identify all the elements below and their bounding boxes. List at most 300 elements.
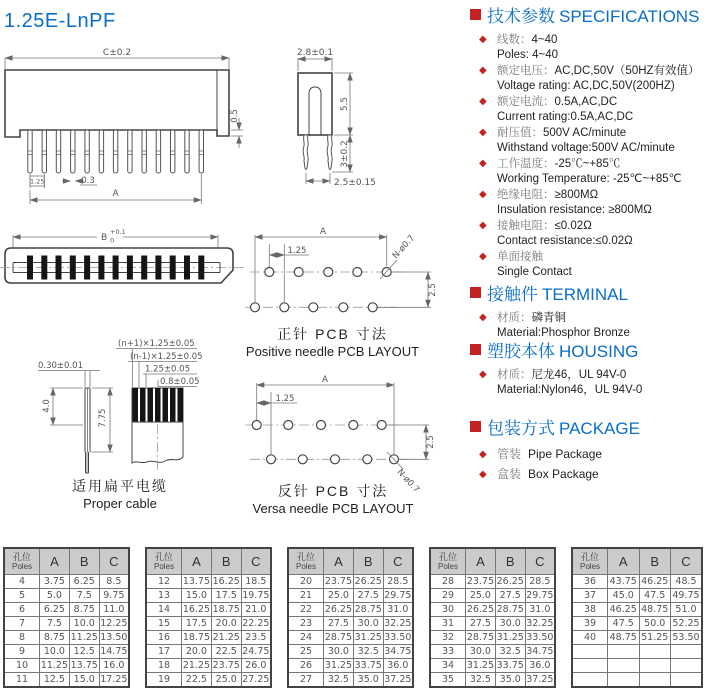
table-cell: 24 (288, 631, 324, 645)
table-cell: 27.5 (495, 589, 525, 603)
col-header-c: C (383, 548, 413, 575)
dim-label-span: 2.5±0.15 (334, 178, 376, 188)
dim-label-row-spacing: 2.5 (426, 435, 436, 449)
table-cell: 15.0 (182, 589, 212, 603)
package-item-pipe: ◆ 管装 Pipe Package (470, 445, 708, 463)
table-cell: 14 (146, 603, 182, 617)
table-cell: 3.75 (40, 575, 70, 589)
table-cell: 31.0 (525, 603, 555, 617)
table-row (430, 575, 555, 589)
table-cell: 32.5 (466, 673, 496, 688)
col-header-poles: 孔位 Poles (572, 548, 608, 575)
table-cell: 53.50 (671, 631, 703, 645)
table-row (4, 631, 129, 645)
table-cell: 27 (288, 673, 324, 688)
versa-caption-cn: 反针 PCB 寸法 (277, 483, 389, 499)
table-cell: 22 (288, 603, 324, 617)
table-cell: 11.0 (99, 603, 129, 617)
col-header-poles: 孔位 Poles (288, 548, 324, 575)
table-cell (572, 673, 608, 688)
table-cell: 14.75 (100, 646, 128, 657)
table-cell: 48.75 (608, 631, 640, 645)
table-cell: 18.75 (212, 604, 240, 615)
table-cell: 21.0 (241, 603, 271, 617)
table-cell: 9.75 (99, 589, 129, 603)
table-row (4, 589, 129, 603)
cable-conductors (133, 388, 184, 422)
table-cell: 9 (4, 645, 40, 659)
table-cell: 33.75 (496, 660, 524, 671)
table-cell: 5 (4, 589, 40, 603)
table-cell: 26.25 (324, 604, 353, 615)
versa-caption-en: Versa needle PCB LAYOUT (252, 501, 414, 516)
table-cell: 51.25 (639, 631, 671, 645)
positive-caption-cn: 正针 PCB 寸法 (277, 326, 388, 342)
diamond-bullet-icon: ◆ (479, 449, 487, 460)
table-row (430, 617, 555, 631)
table-cell: 36.0 (383, 659, 413, 673)
top-view-drawing (0, 222, 250, 327)
package-title-cn: 包装方式 (487, 419, 555, 438)
table-cell: 38 (572, 603, 608, 617)
front-view-drawing (0, 44, 250, 220)
red-square-bullet-icon (470, 344, 481, 355)
table-cell (639, 645, 671, 659)
spec-item-current: ◆ 额定电流：0.5A,AC,DC Current rating:0.5A,AC,DC (479, 96, 634, 123)
table-cell: 32.25 (384, 618, 412, 629)
red-square-bullet-icon (470, 287, 481, 298)
table-cell: 10.0 (40, 645, 70, 659)
table-cell: 16.0 (99, 659, 129, 673)
table-cell: 8.75 (69, 603, 99, 617)
diamond-bullet-icon: ◆ (479, 96, 487, 107)
table-cell: 31.25 (324, 660, 353, 671)
table-cell: 11.25 (70, 632, 98, 643)
dim-label-width: 2.8±0.1 (296, 48, 334, 58)
table-cell: 28.75 (324, 632, 353, 643)
dim-label-n-minus-1: (n-1)×1.25±0.05 (130, 352, 203, 362)
table-cell: 20.0 (211, 617, 241, 631)
table-cell: 32.5 (495, 645, 525, 659)
dim-label-a: A (112, 189, 119, 199)
diamond-bullet-icon: ◆ (479, 65, 487, 76)
section-specifications (470, 2, 708, 281)
table-row (146, 659, 271, 673)
table-row (288, 603, 413, 617)
diamond-bullet-icon: ◆ (479, 158, 487, 169)
table-cell: 26.25 (466, 604, 495, 615)
table-cell: 15 (146, 617, 182, 631)
dim-label-pin-length: 3±0.2 (340, 140, 350, 168)
table-cell (608, 673, 640, 688)
diamond-bullet-icon: ◆ (479, 127, 487, 138)
table-row (4, 673, 129, 688)
table-cell: 30.0 (353, 617, 383, 631)
poles-table-5 (571, 547, 703, 688)
table-cell: 33.50 (384, 632, 412, 643)
table-cell: 46.25 (608, 603, 640, 617)
table-cell: 22.5 (182, 673, 212, 688)
table-cell: 27.5 (466, 617, 496, 631)
table-cell: 22.25 (242, 618, 270, 629)
housing-material-item: ◆ 材质：尼龙46，UL 94V-0 Material:Nylon46，UL 94V-0 (479, 369, 643, 396)
poles-table-2 (145, 547, 272, 688)
table-cell: 30.0 (495, 617, 525, 631)
table-cell: 49.75 (671, 589, 703, 603)
package-item-box: ◆ 盒装 Box Package (470, 465, 708, 483)
table-cell: 7 (4, 617, 40, 631)
table-cell: 8.5 (99, 575, 129, 589)
table-cell: 22.5 (211, 645, 241, 659)
diamond-bullet-icon: ◆ (479, 220, 487, 231)
table-cell: 47.5 (608, 617, 640, 631)
col-header-c: C (241, 548, 271, 575)
table-cell: 26.0 (241, 659, 271, 673)
table-cell: 35.0 (495, 673, 525, 688)
table-cell: 20 (288, 575, 324, 589)
dim-label-b: B (101, 233, 108, 243)
dim-label-0-5: 0.5 (230, 109, 240, 123)
table-cell (608, 659, 640, 673)
table-cell: 35.0 (353, 673, 383, 688)
col-header-poles: 孔位 Poles (430, 548, 466, 575)
spec-item-insulation: ◆ 绝缘电阻：≥800MΩ Insulation resistance: ≥800MΩ (479, 189, 652, 216)
diamond-bullet-icon: ◆ (479, 34, 487, 45)
table-cell: 6.25 (69, 575, 99, 589)
table-cell (639, 659, 671, 673)
housing-title-cn: 塑胶本体 (487, 342, 555, 361)
dim-label-pitch: 1.25 (287, 246, 307, 256)
table-cell: 27.5 (353, 589, 383, 603)
section-package (470, 414, 708, 485)
table-cell: 48.75 (639, 603, 671, 617)
spec-column (470, 0, 708, 545)
table-cell: 51.0 (671, 603, 703, 617)
col-header-poles: 孔位 Poles (146, 548, 182, 575)
section-housing (470, 337, 708, 399)
table-cell: 25.0 (466, 589, 496, 603)
table-cell: 8.75 (40, 631, 70, 645)
dim-label-7-75: 7.75 (98, 408, 108, 428)
table-cell (671, 645, 703, 659)
table-cell: 39 (572, 617, 608, 631)
table-cell: 32.25 (526, 618, 554, 629)
table-cell: 26.25 (496, 576, 524, 587)
table-cell: 23 (288, 617, 324, 631)
terminal-title-cn: 接触件 (487, 285, 538, 304)
table-row (572, 575, 702, 589)
table-cell: 12 (146, 575, 182, 589)
table-cell: 23.75 (466, 576, 495, 587)
table-cell: 17 (146, 645, 182, 659)
table-cell: 34.75 (526, 646, 554, 657)
table-row (288, 617, 413, 631)
table-cell: 4 (4, 575, 40, 589)
side-view-drawing (255, 44, 405, 220)
table-cell: 19 (146, 673, 182, 688)
table-cell: 18 (146, 659, 182, 673)
dim-label-b-tol-up: +0.1 (110, 228, 126, 236)
diamond-bullet-icon: ◆ (479, 469, 487, 480)
table-cell: 27.5 (324, 617, 354, 631)
table-cell: 30 (430, 603, 466, 617)
table-cell: 28.5 (383, 575, 413, 589)
table-cell: 19.75 (242, 590, 270, 601)
table-cell: 12.25 (100, 618, 128, 629)
table-row (4, 603, 129, 617)
table-cell: 13.75 (70, 660, 98, 671)
table-cell: 16.25 (182, 604, 211, 615)
table-cell: 23.75 (324, 576, 353, 587)
table-cell (572, 659, 608, 673)
col-header-a: A (324, 548, 354, 575)
spec-item-single-contact: ◆ 单面接触 Single Contact (479, 251, 572, 278)
table-row (146, 645, 271, 659)
dim-label-cable-pitch: 1.25±0.05 (145, 364, 190, 375)
dim-label-row-spacing: 2.5 (428, 283, 438, 297)
side-pin (327, 135, 332, 170)
table-cell: 31 (430, 617, 466, 631)
table-cell: 29 (430, 589, 466, 603)
table-row (288, 589, 413, 603)
table-cell: 21.25 (212, 632, 240, 643)
dim-label-b-tol-dn: 0 (110, 236, 115, 245)
table-cell: 5.0 (40, 589, 70, 603)
table-cell: 31.25 (354, 632, 382, 643)
table-row (572, 631, 702, 645)
table-row (572, 673, 702, 688)
table-cell: 12.5 (69, 645, 99, 659)
table-cell: 6 (4, 603, 40, 617)
red-square-bullet-icon (470, 421, 481, 432)
poles-table-4 (429, 547, 556, 688)
table-cell: 28.75 (496, 604, 524, 615)
terminal-title-en: TERMINAL (542, 285, 628, 304)
diamond-bullet-icon: ◆ (479, 189, 487, 200)
table-cell: 18.75 (182, 632, 211, 643)
table-cell: 20.0 (182, 645, 212, 659)
dim-label-a: A (321, 375, 329, 385)
table-row (572, 589, 702, 603)
table-cell: 12.5 (40, 673, 70, 688)
table-cell: 16 (146, 631, 182, 645)
table-cell: 11 (4, 673, 40, 688)
specifications-title-cn: 技术参数 (487, 7, 555, 26)
table-cell: 18.5 (241, 575, 271, 589)
table-row (430, 603, 555, 617)
table-cell: 29.75 (526, 590, 554, 601)
table-cell: 50.0 (639, 617, 671, 631)
table-cell (572, 645, 608, 659)
housing-title-en: HOUSING (559, 342, 639, 361)
dim-label-hole-dia: N-ø0.7 (390, 233, 418, 262)
table-cell: 34.75 (384, 646, 412, 657)
table-cell: 25.0 (211, 673, 241, 688)
terminal-material-item: ◆ 材质：磷青铜 Material:Phosphor Bronze (479, 312, 630, 339)
table-cell: 28.75 (466, 632, 495, 643)
table-cell: 17.25 (100, 674, 128, 685)
col-header-c: C (99, 548, 129, 575)
dim-label-pin-width: 0.3 (81, 176, 95, 186)
table-cell: 24.75 (242, 646, 270, 657)
table-cell: 28.75 (354, 604, 382, 615)
col-header-b: B (353, 548, 383, 575)
side-pin (303, 135, 308, 170)
table-cell: 45.0 (608, 589, 640, 603)
red-square-bullet-icon (470, 9, 481, 20)
table-cell: 28.5 (525, 575, 555, 589)
table-row (288, 673, 413, 688)
table-row (430, 673, 555, 688)
cable-caption (30, 476, 210, 511)
table-cell: 23.5 (241, 631, 271, 645)
table-cell: 16.25 (212, 576, 240, 587)
package-heading (470, 414, 708, 439)
table-cell: 30.0 (466, 645, 496, 659)
page-title: 1.25E-LnPF (4, 10, 116, 32)
table-cell: 13.75 (182, 576, 211, 587)
table-cell: 25 (288, 645, 324, 659)
col-header-a: A (466, 548, 496, 575)
table-row (4, 617, 129, 631)
table-cell: 21.25 (182, 660, 211, 671)
table-cell: 43.75 (608, 575, 640, 589)
table-row (146, 603, 271, 617)
diamond-bullet-icon: ◆ (479, 312, 487, 323)
dimension-tables (3, 547, 703, 688)
table-cell (608, 645, 640, 659)
table-cell: 13 (146, 589, 182, 603)
table-cell: 26 (288, 659, 324, 673)
col-header-c: C (525, 548, 555, 575)
col-header-a: A (608, 548, 640, 575)
dim-label-thickness: 0.30±0.01 (38, 361, 83, 371)
col-header-a: A (40, 548, 70, 575)
table-cell: 33 (430, 645, 466, 659)
table-cell: 8 (4, 631, 40, 645)
table-cell: 36.0 (525, 659, 555, 673)
table-row (430, 589, 555, 603)
package-title-en: PACKAGE (559, 419, 640, 438)
table-row (4, 575, 129, 589)
table-cell: 34 (430, 659, 466, 673)
poles-table-1 (3, 547, 130, 688)
proper-cable-drawing (5, 338, 240, 488)
table-cell: 17.5 (182, 617, 212, 631)
versa-layout-caption (238, 481, 428, 516)
table-cell: 46.25 (639, 575, 671, 589)
dim-label-n-plus-1: (n+1)×1.25±0.05 (118, 339, 195, 349)
table-row (572, 659, 702, 673)
table-cell: 40 (572, 631, 608, 645)
table-row (146, 631, 271, 645)
terminal-heading (470, 280, 708, 305)
table-row (288, 659, 413, 673)
table-row (572, 645, 702, 659)
table-row (288, 575, 413, 589)
table-cell: 47.5 (639, 589, 671, 603)
table-row (4, 659, 129, 673)
positive-layout-caption (240, 324, 425, 359)
table-cell: 36 (572, 575, 608, 589)
col-header-b: B (211, 548, 241, 575)
table-cell (671, 659, 703, 673)
dim-label-hole-dia: N-ø0.7 (394, 467, 422, 495)
table-cell: 21 (288, 589, 324, 603)
table-cell: 27.25 (242, 674, 270, 685)
cable-caption-cn: 适用扁平电缆 (72, 478, 168, 494)
table-row (430, 645, 555, 659)
col-header-a: A (182, 548, 212, 575)
table-cell: 11.25 (40, 660, 69, 671)
table-cell: 7.5 (69, 589, 99, 603)
table-row (146, 575, 271, 589)
dim-label-4-0: 4.0 (42, 399, 52, 413)
table-cell: 37.25 (526, 674, 554, 685)
table-cell: 31.25 (496, 632, 524, 643)
table-cell: 31.0 (383, 603, 413, 617)
col-header-b: B (495, 548, 525, 575)
poles-table-3 (287, 547, 414, 688)
table-row (288, 631, 413, 645)
table-cell: 37.25 (384, 674, 412, 685)
table-row (430, 631, 555, 645)
table-row (288, 645, 413, 659)
table-cell: 13.50 (100, 632, 128, 643)
table-cell: 6.25 (40, 603, 70, 617)
table-row (146, 589, 271, 603)
spec-item-withstand: ◆ 耐压值：500V AC/minute Withstand voltage:500V AC/minute (479, 127, 675, 154)
spec-item-voltage: ◆ 额定电压：AC,DC,50V（50HZ有效值） Voltage rating: AC,DC,50V(200HZ) (479, 65, 700, 92)
table-cell: 29.75 (384, 590, 412, 601)
cable-caption-en: Proper cable (83, 496, 157, 511)
table-cell: 28 (430, 575, 466, 589)
table-cell: 35 (430, 673, 466, 688)
table-row (146, 617, 271, 631)
table-cell: 15.0 (69, 673, 99, 688)
table-cell: 32.5 (324, 673, 354, 688)
table-cell: 52.25 (671, 617, 703, 631)
table-cell: 17.5 (211, 589, 241, 603)
dim-label-c: C±0.2 (102, 48, 132, 58)
section-terminal (470, 280, 708, 342)
dim-label-a: A (319, 227, 327, 237)
table-cell: 30.0 (324, 645, 354, 659)
table-cell (671, 673, 703, 688)
col-header-b: B (69, 548, 99, 575)
housing-heading (470, 337, 708, 362)
table-cell: 37 (572, 589, 608, 603)
table-cell: 10.0 (69, 617, 99, 631)
table-cell: 32.5 (353, 645, 383, 659)
table-row (146, 673, 271, 688)
table-cell: 25.0 (324, 589, 354, 603)
table-cell: 10 (4, 659, 40, 673)
positive-caption-en: Positive needle PCB LAYOUT (245, 344, 420, 359)
table-cell: 23.75 (212, 660, 240, 671)
table-cell (639, 673, 671, 688)
diamond-bullet-icon: ◆ (479, 369, 487, 380)
spec-item-temperature: ◆ 工作温度：-25℃~+85℃ Working Temperature: -25℃~+85℃ (479, 158, 682, 185)
table-cell: 33.75 (354, 660, 382, 671)
front-pins (28, 130, 204, 173)
dim-label-pitch: 1.25 (275, 394, 295, 404)
table-cell: 32 (430, 631, 466, 645)
table-row (430, 659, 555, 673)
cable-side-view (85, 388, 90, 473)
table-cell: 7.5 (40, 617, 70, 631)
table-cell: 33.50 (526, 632, 554, 643)
